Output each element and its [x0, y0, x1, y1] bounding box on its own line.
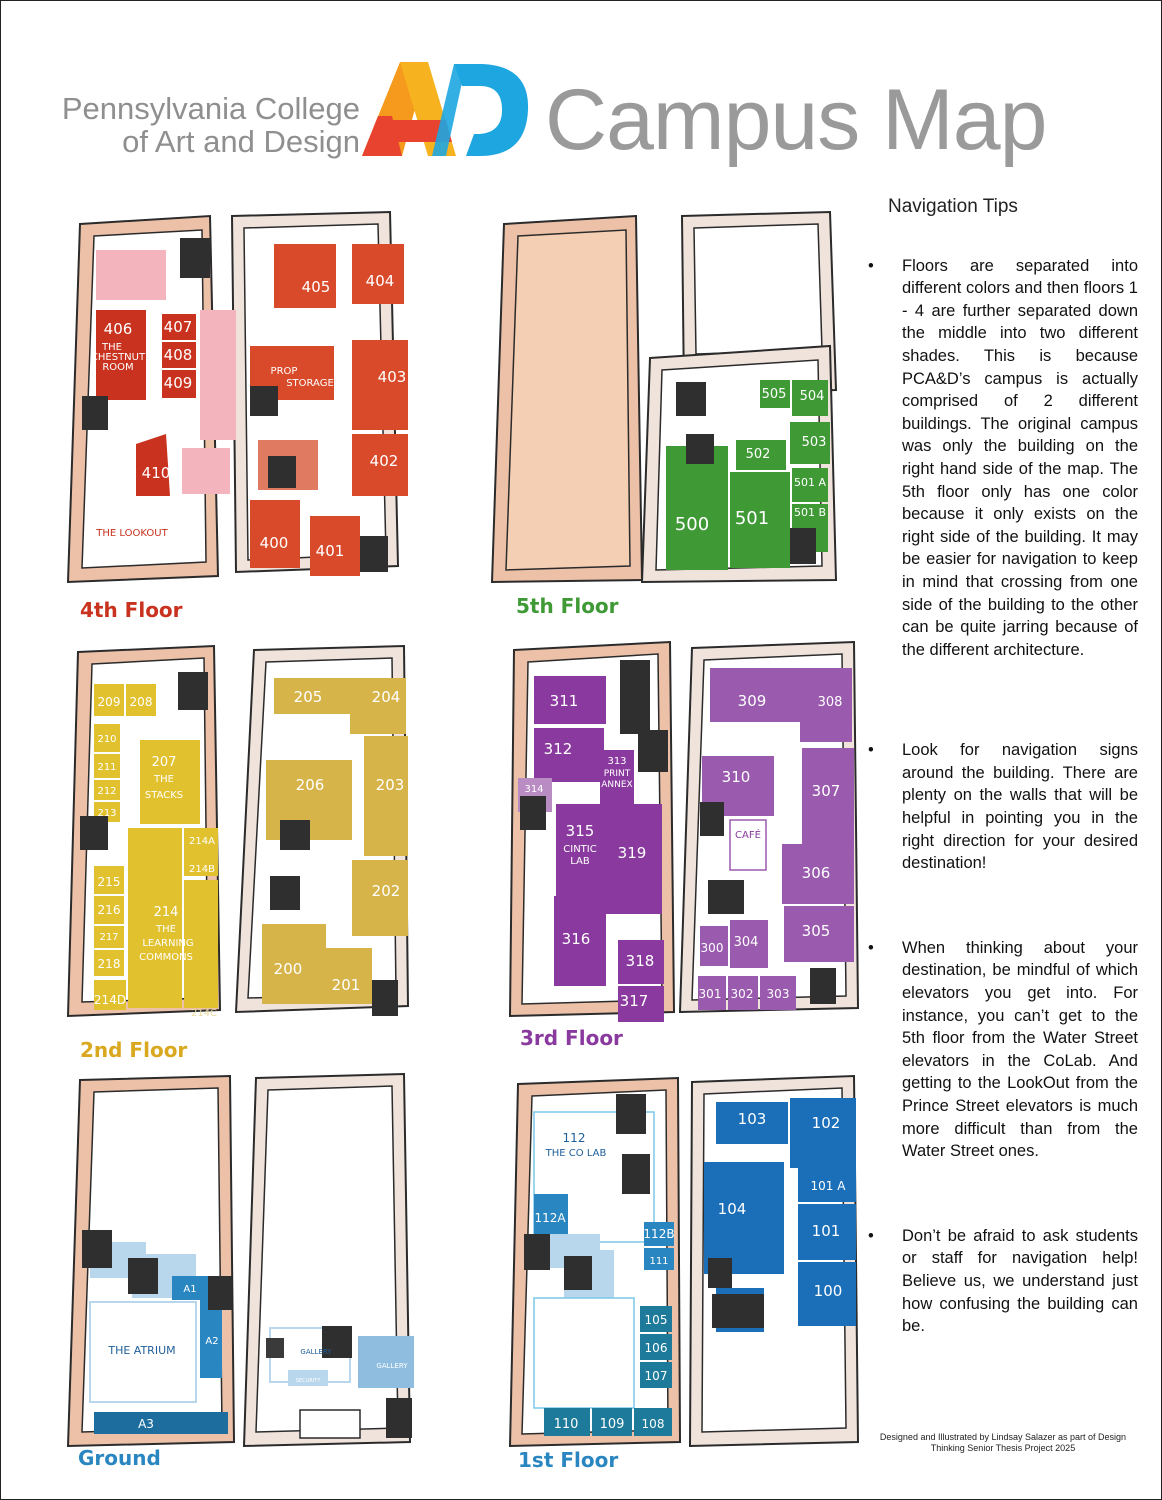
room-302: 302: [730, 987, 754, 1001]
room-209: 209: [97, 695, 121, 709]
room-404: 404: [365, 272, 395, 290]
room-319: 319: [617, 844, 647, 862]
room-214c: 214C: [190, 1008, 218, 1019]
floor-ground-map: [60, 1072, 420, 1470]
college-name-line2: of Art and Design: [122, 124, 360, 159]
room-200: 200: [273, 960, 303, 978]
bullet-icon: •: [868, 256, 874, 275]
pcad-logo: [362, 60, 532, 160]
room-213: 213: [97, 808, 117, 819]
room-204: 204: [371, 688, 401, 706]
room-406: 406: [103, 320, 133, 338]
tip-item-1: [866, 255, 1138, 662]
room-318: 318: [625, 952, 655, 970]
room-112: 112: [562, 1131, 586, 1145]
tip-item-3: [866, 937, 1138, 1163]
tip-text-1: Floors are separated into different colors and then floors 1 - 4 are further separated down the middle into two different shades. This is because PCA&D’s campus is actually comprised of 2 different buildings. The original campus was only the building on the right hand side of the map. The 5th floor only has one color because it only exists on the right side of the building. It may be easier for navigation to keep in mind that crossing from one side of the building to the other can be quite jarring because of the different architecture.: [902, 256, 1138, 659]
room-408: 408: [163, 346, 193, 364]
room-214-line2: THE: [156, 924, 176, 935]
tip-item-2: [866, 739, 1138, 875]
room-312: 312: [543, 740, 573, 758]
floor-3-label: 3rd Floor: [520, 1026, 623, 1050]
bullet-icon: •: [868, 741, 874, 760]
room-lookout: THE LOOKOUT: [96, 528, 168, 539]
floor-5-drawing: [486, 210, 846, 590]
floor-ground-label: Ground: [78, 1446, 161, 1470]
room-317: 317: [619, 992, 649, 1010]
room-cafe: CAFÉ: [735, 830, 761, 841]
room-303: 303: [766, 987, 790, 1001]
room-406-line2: THE: [102, 342, 122, 353]
tip-item-4: [866, 1225, 1138, 1338]
floor-1-drawing: [504, 1072, 864, 1452]
floor-1-label: 1st Floor: [518, 1448, 619, 1472]
page-title: Campus Map: [545, 72, 1047, 168]
floor-1-map: [504, 1072, 864, 1472]
college-name-line1: Pennsylvania College: [61, 91, 360, 126]
room-313-line2: PRINT: [603, 769, 631, 779]
room-216: 216: [97, 903, 121, 917]
room-215: 215: [97, 875, 121, 889]
room-207-line2: THE: [154, 774, 174, 785]
room-307: 307: [811, 782, 841, 800]
room-500: 500: [674, 514, 710, 535]
room-505: 505: [761, 387, 787, 402]
room-103: 103: [737, 1110, 767, 1128]
floor-ground-drawing: [60, 1072, 420, 1452]
room-214-line3: LEARNING: [142, 938, 194, 949]
room-212: 212: [97, 786, 117, 797]
bullet-icon: •: [868, 938, 874, 957]
room-202: 202: [371, 882, 401, 900]
credit-line2: Thinking Senior Thesis Project 2025: [930, 1443, 1076, 1453]
room-105: 105: [644, 1313, 668, 1327]
room-311: 311: [549, 692, 579, 710]
room-403: 403: [377, 368, 407, 386]
room-306: 306: [801, 864, 831, 882]
room-109: 109: [599, 1417, 625, 1432]
floor-3-map: [504, 640, 864, 1050]
floor-2-drawing: [60, 644, 420, 1024]
credit-note: [864, 1432, 1142, 1454]
room-security: SECURITY: [295, 1378, 321, 1384]
room-gallery-1: GALLERY: [300, 1348, 332, 1356]
college-name: [60, 92, 360, 158]
room-a1: A1: [183, 1284, 197, 1295]
room-214: 214: [153, 905, 179, 920]
tip-text-2: Look for navigation signs around the building. There are plenty on the walls that will be helpful in pointing you in the right direction for your desired destination!: [902, 741, 1138, 873]
room-300: 300: [700, 941, 724, 955]
room-316: 316: [561, 930, 591, 948]
room-206: 206: [295, 776, 325, 794]
room-410: 410: [141, 464, 171, 482]
tip-text-4: Don’t be afraid to ask students or staff for navigation help! Believe us, we understand just how confusing the building can be.: [902, 1226, 1138, 1336]
room-gallery-2: GALLERY: [376, 1362, 408, 1370]
room-102: 102: [811, 1114, 841, 1132]
room-400: 400: [259, 534, 289, 552]
room-colab: THE CO LAB: [545, 1148, 607, 1159]
room-207-line3: STACKS: [144, 790, 184, 801]
room-214b: 214B: [189, 864, 215, 875]
room-313-line3: ANNEX: [601, 780, 633, 790]
room-100: 100: [813, 1282, 843, 1300]
floor-2-map: [60, 644, 420, 1062]
room-501a: 501 A: [793, 476, 827, 489]
room-prop: PROP: [270, 366, 298, 377]
room-111: 111: [649, 1256, 669, 1267]
room-501: 501: [734, 508, 770, 529]
navigation-tips: [866, 196, 1138, 1338]
room-201: 201: [331, 976, 361, 994]
room-storage: STORAGE: [286, 378, 334, 389]
room-315-line3: LAB: [570, 856, 590, 867]
room-305: 305: [801, 922, 831, 940]
room-313: 313: [607, 756, 627, 767]
room-205: 205: [293, 688, 323, 706]
room-402: 402: [369, 452, 399, 470]
room-214-line4: COMMONS: [139, 952, 193, 963]
room-501b: 501 B: [793, 506, 827, 519]
navigation-tips-title: Navigation Tips: [888, 196, 1018, 217]
floor-5-label: 5th Floor: [516, 594, 619, 618]
room-a2: A2: [205, 1336, 219, 1347]
floor-5-map: [486, 210, 846, 618]
room-406-line4: ROOM: [102, 362, 134, 373]
room-504: 504: [799, 389, 825, 404]
room-112a: 112A: [534, 1211, 566, 1225]
room-104: 104: [717, 1200, 747, 1218]
room-218: 218: [97, 957, 121, 971]
room-210: 210: [97, 734, 117, 745]
room-401: 401: [315, 542, 345, 560]
floor-2-label: 2nd Floor: [80, 1038, 188, 1062]
room-315: 315: [565, 822, 595, 840]
bullet-icon: •: [868, 1226, 874, 1245]
room-112b: 112B: [643, 1227, 675, 1241]
room-217: 217: [99, 932, 119, 943]
room-308: 308: [817, 695, 843, 710]
room-208: 208: [129, 695, 153, 709]
room-214a: 214A: [189, 836, 215, 847]
floor-3-drawing: [504, 640, 864, 1020]
floor-4-drawing: [60, 210, 420, 590]
room-110: 110: [553, 1417, 579, 1432]
room-106: 106: [644, 1341, 668, 1355]
room-211: 211: [97, 762, 117, 773]
floor-4-map: [60, 210, 420, 622]
room-101: 101: [811, 1222, 841, 1240]
room-203: 203: [375, 776, 405, 794]
room-atrium: THE ATRIUM: [108, 1344, 176, 1357]
room-214d: 214D: [93, 993, 127, 1007]
room-406-line3: CHESTNUT: [90, 352, 146, 363]
room-a3: A3: [138, 1417, 154, 1431]
room-101a: 101 A: [810, 1179, 846, 1193]
room-310: 310: [721, 768, 751, 786]
room-107: 107: [644, 1369, 668, 1383]
room-503: 503: [801, 435, 827, 450]
room-301: 301: [698, 987, 722, 1001]
room-409: 409: [163, 374, 193, 392]
room-502: 502: [745, 447, 771, 462]
room-207: 207: [151, 755, 177, 770]
credit-line1: Designed and Illustrated by Lindsay Salazer as part of Design: [879, 1432, 1127, 1442]
room-108: 108: [641, 1417, 665, 1431]
room-309: 309: [737, 692, 767, 710]
tip-text-3: When thinking about your destination, be mindful of which elevators you get into. For instance, you can’t get to the 5th floor from the Water Street elevators in the CoLab. And getting to the LookOut from the Prince Street elevators is much more difficult than from the Water Street ones.: [902, 938, 1138, 1161]
room-405: 405: [301, 278, 331, 296]
room-315-line2: CINTIC: [563, 844, 597, 855]
room-304: 304: [733, 935, 759, 950]
room-314: 314: [524, 784, 544, 795]
room-407: 407: [163, 318, 193, 336]
floor-4-label: 4th Floor: [80, 598, 183, 622]
